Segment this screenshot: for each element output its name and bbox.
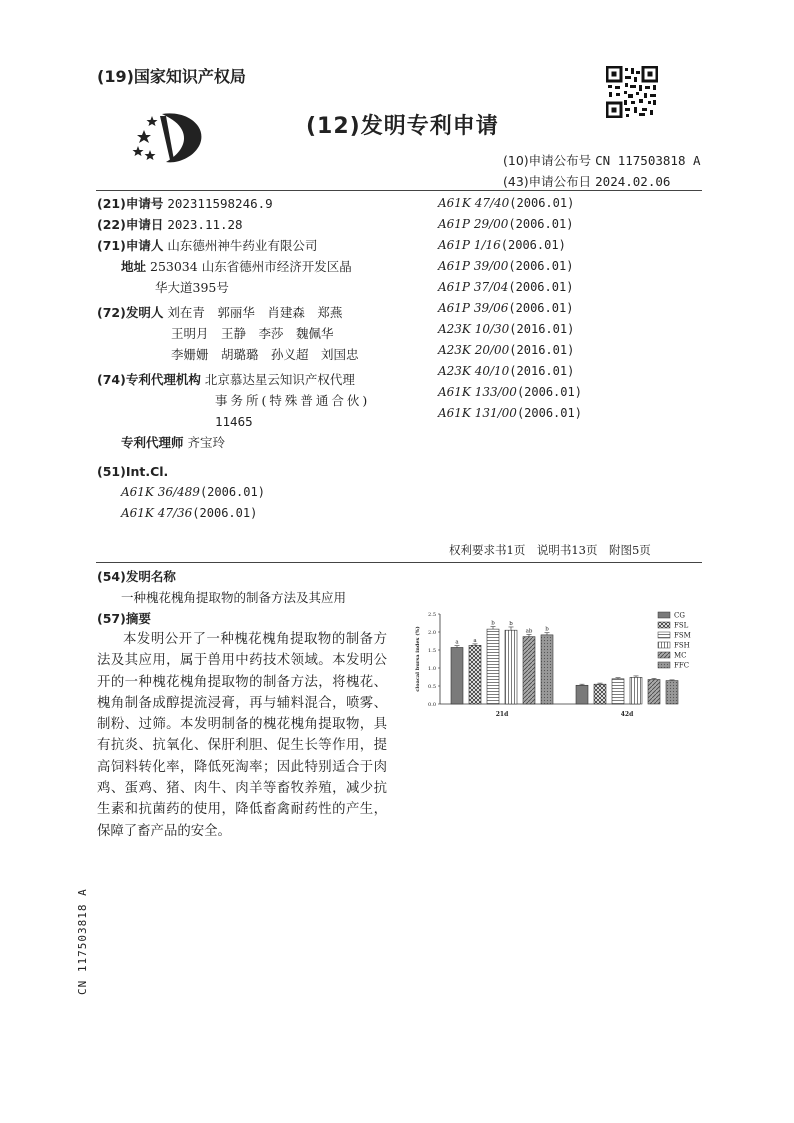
ipc-item bbox=[438, 382, 582, 403]
ipc-classification-list bbox=[438, 193, 582, 424]
publication-number-label: (10)申请公布号 bbox=[503, 153, 592, 168]
applicant-row bbox=[97, 235, 427, 256]
ipc-code: A61P 1/16 bbox=[438, 238, 501, 252]
ipc-item bbox=[438, 298, 582, 319]
bar-ffc-21d bbox=[541, 635, 553, 704]
ipc-version: (2006.01) bbox=[509, 196, 575, 210]
publication-date-row bbox=[503, 172, 670, 190]
inventor-row bbox=[97, 302, 427, 323]
y-tick-label: 0.5 bbox=[428, 684, 436, 690]
significance-label: b bbox=[509, 620, 513, 627]
x-category-label: 42d bbox=[620, 711, 634, 718]
bar-cg-42d bbox=[576, 685, 588, 704]
ipc-version: (2006.01) bbox=[508, 301, 574, 315]
y-tick-label: 1.0 bbox=[428, 666, 436, 672]
invention-name-label bbox=[97, 566, 176, 587]
address-row bbox=[97, 256, 427, 277]
invention-name: 一种槐花槐角提取物的制备方法及其应用 bbox=[121, 590, 347, 605]
bar-fsl-21d bbox=[469, 645, 481, 704]
ipc-item bbox=[438, 277, 582, 298]
ipc-version: (2006.01) bbox=[516, 385, 582, 399]
significance-label: a bbox=[473, 637, 477, 644]
application-date-row bbox=[97, 214, 427, 235]
ipc-code: A61P 29/00 bbox=[438, 217, 509, 231]
legend-label-mc: MC bbox=[674, 651, 687, 660]
y-tick-label: 2.5 bbox=[428, 612, 436, 618]
significance-label: b bbox=[545, 626, 549, 633]
legend-label-ffc: FFC bbox=[674, 661, 690, 670]
address-line2: 华大道395号 bbox=[155, 280, 229, 295]
agent-row bbox=[97, 432, 427, 453]
legend-label-cg: CG bbox=[674, 611, 685, 620]
intcl-code: A61K 47/36 bbox=[121, 506, 193, 520]
y-axis-label: cloacal bursa index (%) bbox=[415, 626, 421, 692]
application-date: 2023.11.28 bbox=[167, 217, 243, 232]
ipc-code: A61K 47/40 bbox=[438, 196, 510, 210]
legend-swatch-fsl bbox=[658, 622, 670, 628]
ipc-version: (2006.01) bbox=[516, 406, 582, 420]
ipc-version: (2016.01) bbox=[509, 364, 575, 378]
inventors-line3: 李姗姗 胡璐璐 孙义超 刘国忠 bbox=[171, 347, 359, 362]
agency-line2: 事务所(特殊普通合伙) bbox=[215, 393, 371, 408]
ipc-item bbox=[438, 256, 582, 277]
ipc-code: A61K 133/00 bbox=[438, 385, 517, 399]
x-category-label: 21d bbox=[495, 711, 509, 718]
ipc-code: A61K 131/00 bbox=[438, 406, 517, 420]
bar-cg-21d bbox=[451, 647, 463, 704]
ipc-version: (2006.01) bbox=[508, 259, 574, 273]
bar-mc-42d bbox=[648, 680, 660, 704]
inventors-line2: 王明月 王静 李莎 魏佩华 bbox=[171, 326, 334, 341]
bar-fsh-42d bbox=[630, 677, 642, 704]
legend-swatch-cg bbox=[658, 612, 670, 618]
intcl-item bbox=[97, 482, 427, 503]
agent-name: 齐宝玲 bbox=[187, 435, 226, 450]
ipc-code: A61P 39/00 bbox=[438, 259, 509, 273]
agency-line1: 北京慕达星云知识产权代理 bbox=[204, 372, 355, 387]
ipc-code: A23K 20/00 bbox=[438, 343, 510, 357]
publication-number: CN 117503818 A bbox=[595, 153, 701, 168]
ipc-version: (2016.01) bbox=[509, 322, 575, 336]
ipc-item bbox=[438, 340, 582, 361]
ipc-version: (2006.01) bbox=[508, 280, 574, 294]
address-line1: 253034 山东省德州市经济开发区晶 bbox=[150, 259, 352, 274]
applicant-label: (71)申请人 bbox=[97, 238, 164, 253]
ipc-code: A61P 39/06 bbox=[438, 301, 509, 315]
agent-label: 专利代理师 bbox=[121, 435, 184, 450]
legend-label-fsl: FSL bbox=[674, 621, 689, 630]
bar-fsm-21d bbox=[487, 629, 499, 704]
intcl-code: A61K 36/489 bbox=[121, 485, 200, 499]
agency-label: (74)专利代理机构 bbox=[97, 372, 201, 387]
bibliographic-data bbox=[97, 193, 427, 524]
intcl-label: (51)Int.Cl. bbox=[97, 464, 169, 479]
publication-number-row bbox=[503, 151, 701, 169]
ipc-code: A61P 37/04 bbox=[438, 280, 509, 294]
ipc-version: (2006.01) bbox=[508, 217, 574, 231]
abstract-rule bbox=[96, 562, 702, 563]
ipc-item bbox=[438, 193, 582, 214]
applicant-name: 山东德州神牛药业有限公司 bbox=[167, 238, 318, 253]
significance-label: a bbox=[455, 639, 459, 646]
chart-legend bbox=[658, 612, 691, 670]
inventors-line1: 刘在青 郭丽华 肖建森 郑燕 bbox=[167, 305, 343, 320]
intcl-version: (2006.01) bbox=[199, 485, 265, 499]
agency-row bbox=[97, 369, 427, 390]
ipc-item bbox=[438, 214, 582, 235]
application-date-label: (22)申请日 bbox=[97, 217, 164, 232]
agency-code: 11465 bbox=[215, 414, 253, 429]
ipc-item bbox=[438, 403, 582, 424]
ipc-version: (2016.01) bbox=[509, 343, 575, 357]
legend-swatch-mc bbox=[658, 652, 670, 658]
ipc-item bbox=[438, 235, 582, 256]
chart-bars bbox=[451, 621, 678, 704]
intcl-version: (2006.01) bbox=[192, 506, 258, 520]
bar-fsl-42d bbox=[594, 684, 606, 704]
invention-name-label-text: (54)发明名称 bbox=[97, 569, 176, 584]
ipc-item bbox=[438, 319, 582, 340]
significance-label: ab bbox=[525, 628, 533, 635]
bar-fsm-42d bbox=[612, 679, 624, 704]
bar-mc-21d bbox=[523, 637, 535, 704]
intcl-item bbox=[97, 503, 427, 524]
y-tick-label: 1.5 bbox=[428, 648, 436, 654]
application-number: 202311598246.9 bbox=[167, 196, 273, 211]
publication-date: 2024.02.06 bbox=[595, 174, 671, 189]
ipc-code: A23K 40/10 bbox=[438, 364, 510, 378]
office-name: (19)国家知识产权局 bbox=[97, 67, 246, 86]
legend-label-fsm: FSM bbox=[674, 631, 691, 640]
y-tick-label: 0.0 bbox=[428, 702, 436, 708]
legend-label-fsh: FSH bbox=[674, 641, 690, 650]
legend-swatch-ffc bbox=[658, 662, 670, 668]
ipc-item bbox=[438, 361, 582, 382]
abstract-label: (57)摘要 bbox=[97, 611, 151, 626]
page-counts: 权利要求书1页 说明书13页 附图5页 bbox=[449, 543, 651, 557]
side-publication-number: CN 117503818 A bbox=[76, 888, 89, 995]
bar-ffc-42d bbox=[666, 681, 678, 704]
y-tick-label: 2.0 bbox=[428, 630, 436, 636]
ipc-version: (2006.01) bbox=[500, 238, 566, 252]
application-number-label: (21)申请号 bbox=[97, 196, 164, 211]
ipc-code: A23K 10/30 bbox=[438, 322, 510, 336]
address-label: 地址 bbox=[121, 259, 147, 274]
qr-code[interactable] bbox=[606, 66, 658, 118]
legend-swatch-fsm bbox=[658, 632, 670, 638]
header-rule bbox=[96, 190, 702, 191]
document-type: (12)发明专利申请 bbox=[306, 114, 499, 139]
application-number-row bbox=[97, 193, 427, 214]
legend-swatch-fsh bbox=[658, 642, 670, 648]
inventor-label: (72)发明人 bbox=[97, 305, 164, 320]
abstract-text: 本发明公开了一种槐花槐角提取物的制备方法及其应用，属于兽用中药技术领域。本发明公开的一种槐花槐角提取物的制备方法，将槐花、槐角制备成醇提流浸膏，再与辅料混合，喷雾、制粉、过筛。本发明制备的槐花槐角提取物，具有抗炎、抗氧化、保肝利胆、促生长等作用，提高饲料转化率，降低死淘率；因此特别适合于肉鸡、蛋鸡、猪、肉牛、肉羊等畜牧养殖，减少抗生素和抗菌药的使用，降低畜禽耐药性的产生，保障了畜产品的安全。 bbox=[97, 632, 387, 839]
publication-date-label: (43)申请公布日 bbox=[503, 174, 592, 189]
significance-label: b bbox=[491, 620, 495, 627]
bar-fsh-21d bbox=[505, 630, 517, 704]
abstract-chart bbox=[408, 606, 700, 724]
cnipa-logo bbox=[132, 108, 208, 166]
